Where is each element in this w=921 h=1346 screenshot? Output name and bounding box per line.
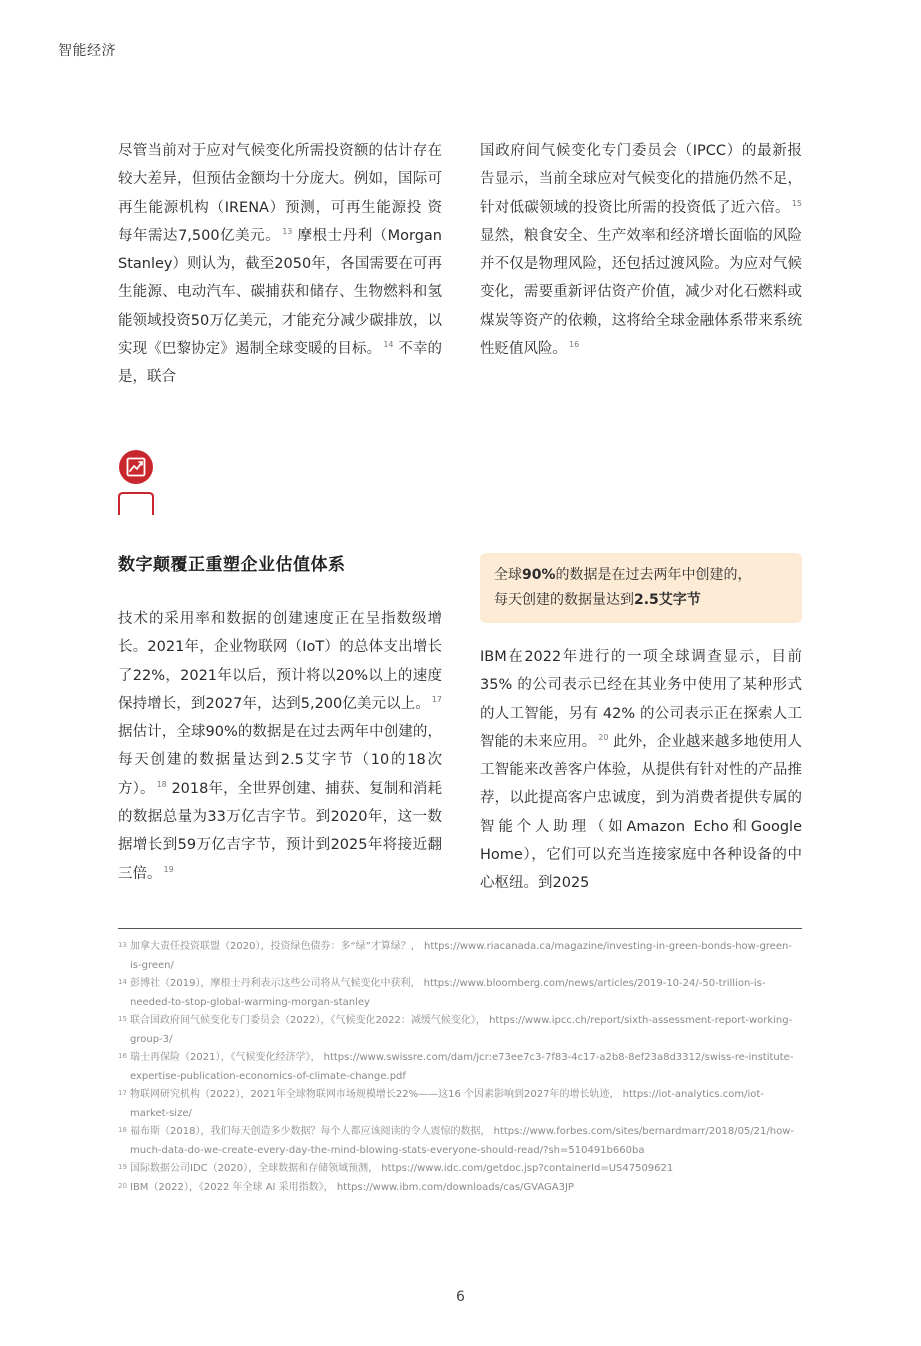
body-column-bottom-right xyxy=(480,643,802,898)
paragraph xyxy=(480,137,802,363)
text-run: 每天创建的数据量达到 xyxy=(494,592,634,608)
footnote-text[interactable]: 瑞士再保险（2021），《气候变化经济学》， https://www.swissre.com/dam/jcr:e73ee7c3-7f83-4c17-a2b8-8ef23a8d3312/swiss-re-institute-expertise-publication-economics-of-climate-change.pdf xyxy=(130,1052,794,1082)
footnotes xyxy=(118,938,802,1197)
footnote-ref[interactable]: 14 xyxy=(383,340,394,350)
text-run: 显然，粮食安全、生产效率和经济增长面临的风险并不仅是物理风险，还包括过渡风险。为应对气候变化，需要重新评估资产价值，减少对化石燃料或煤炭等资产的依赖，这将给全球金融体系带来系统性贬值风险。 xyxy=(480,227,802,358)
footnote xyxy=(118,1086,802,1123)
text-run: 据估计，全球90%的数据是在过去两年中创建的，每天创建的数据量达到2.5艾字节（10的18次方）。 xyxy=(118,724,442,797)
body-column-top-right xyxy=(480,137,802,363)
section-title: 数字颠覆正重塑企业估值体系 xyxy=(118,555,346,575)
footnote-divider xyxy=(118,928,802,929)
text-run: IBM在2022年进行的一项全球调查显示，目前35% 的公司表示已经在其业务中使用了某种形式的人工智能，另有 42% 的公司表示正在探索人工智能的未来应用。 xyxy=(480,649,802,750)
footnote xyxy=(118,938,802,975)
footnote-text[interactable]: 物联网研究机构（2022），2021年全球物联网市场规模增长22%——这16 个因素影响到2027年的增长轨迹， https://iot-analytics.com/iot-market-size/ xyxy=(130,1089,764,1119)
footnote-text[interactable]: 彭博社（2019），摩根士丹利表示这些公司将从气候变化中获利， https://www.bloomberg.com/news/articles/2019-10-24/-50-trillion-is-needed-to-stop-global-warming-morgan-stanley xyxy=(130,978,766,1008)
footnote-number: 17 xyxy=(118,1089,127,1097)
footnote-ref[interactable]: 15 xyxy=(791,198,802,208)
text-run: 此外，企业越来越多地使用人工智能来改善客户体验，从提供有针对性的产品推荐，以此提高客户忠诚度，到为消费者提供专属的智能个人助理（如Amazon Echo和Google Home），它们可以充当连接家庭中各种设备的中心枢纽。到2025 xyxy=(480,733,803,892)
footnote-ref[interactable]: 19 xyxy=(163,864,174,874)
chart-icon xyxy=(118,449,154,515)
body-column-top-left xyxy=(118,137,442,392)
text-run: 的数据是在过去两年中创建的， xyxy=(555,567,752,583)
footnote-number: 13 xyxy=(118,941,127,949)
footnote-text[interactable]: IBM（2022），《2022 年全球 AI 采用指数》， https://www.ibm.com/downloads/cas/GVAGA3JP xyxy=(130,1181,574,1193)
footnote-number: 18 xyxy=(118,1126,127,1134)
footnote-ref[interactable]: 18 xyxy=(156,779,167,789)
footnote-number: 14 xyxy=(118,978,127,986)
text-run: 不幸的是，联合 xyxy=(118,341,443,386)
text-run: 技术的采用率和数据的创建速度正在呈指数级增长。2021年，企业物联网（IoT）的总体支出增长了22%，2021年以后，预计将以20%以上的速度保持增长，到2027年，达到5,200亿美元以上。 xyxy=(118,611,442,712)
footnote-number: 16 xyxy=(118,1052,127,1060)
paragraph xyxy=(118,605,442,888)
footnote-text[interactable]: 国际数据公司IDC（2020），全球数据和存储领域预测， https://www.idc.com/getdoc.jsp?containerId=US47509621 xyxy=(130,1163,674,1174)
footnote-ref[interactable]: 16 xyxy=(569,340,580,350)
paragraph xyxy=(118,137,442,392)
footnote-text[interactable]: 福布斯（2018），我们每天创造多少数据？每个人都应该阅读的令人震惊的数据， https://www.forbes.com/sites/bernardmarr/2018/05/21/how-much-data-do-we-create-every-day-the-mind-blowing-stats-everyone-should-read/?sh=510491b660ba xyxy=(130,1126,794,1156)
footnote-ref[interactable]: 17 xyxy=(431,695,442,705)
paragraph xyxy=(480,643,802,898)
footnote xyxy=(118,975,802,1012)
footnote-text[interactable]: 联合国政府间气候变化专门委员会（2022），《气候变化2022：减缓气候变化》， https://www.ipcc.ch/report/sixth-assessment-report-working-group-3/ xyxy=(130,1015,793,1045)
text-run: 尽管当前对于应对气候变化所需投资额的估计存在较大差异，但预估金额均十分庞大。例如，国际可再生能源机构（IRENA）预测，可再生能源投 资每年需达7,500亿美元。 xyxy=(118,143,442,244)
highlight-value: 2.5艾字节 xyxy=(634,592,701,608)
footnote-ref[interactable]: 13 xyxy=(282,227,293,237)
footnote-number: 19 xyxy=(118,1163,127,1171)
running-header: 智能经济 xyxy=(58,43,116,59)
footnote-ref[interactable]: 20 xyxy=(598,733,609,743)
callout-box xyxy=(480,553,802,623)
footnote xyxy=(118,1160,802,1179)
footnote-text[interactable]: 加拿大责任投资联盟（2020），投资绿色债券：多“绿”才算绿？， https://www.riacanada.ca/magazine/investing-in-green-bonds-how-green-is-green/ xyxy=(130,941,792,971)
footnote-number: 15 xyxy=(118,1015,127,1023)
text-run: 摩根士丹利（Morgan Stanley）则认为，截至2050年，各国需要在可再生能源、电动汽车、碳捕获和储存、生物燃料和氢能领域投资50万亿美元，才能充分减少碳排放，以实现《巴黎协定》遏制全球变暖的目标。 xyxy=(118,227,442,358)
footnote xyxy=(118,1012,802,1049)
footnote-number: 20 xyxy=(118,1181,127,1190)
callout-line-1 xyxy=(494,563,788,588)
text-run: 全球 xyxy=(494,567,522,583)
text-run: 国政府间气候变化专门委员会（IPCC）的最新报告显示，当前全球应对气候变化的措施仍然不足，针对低碳领域的投资比所需的投资低了近六倍。 xyxy=(480,143,802,216)
footnote xyxy=(118,1179,802,1198)
footnote xyxy=(118,1049,802,1086)
page-number: 6 xyxy=(456,1289,465,1305)
text-run: 2018年，全世界创建、捕获、复制和消耗的数据总量为33万亿吉字节。到2020年，这一数据增长到59万亿吉字节，预计到2025年将接近翻三倍。 xyxy=(118,780,442,882)
highlight-value: 90% xyxy=(522,567,556,583)
body-column-bottom-left xyxy=(118,605,442,888)
callout-line-2 xyxy=(494,588,788,613)
footnote xyxy=(118,1123,802,1160)
